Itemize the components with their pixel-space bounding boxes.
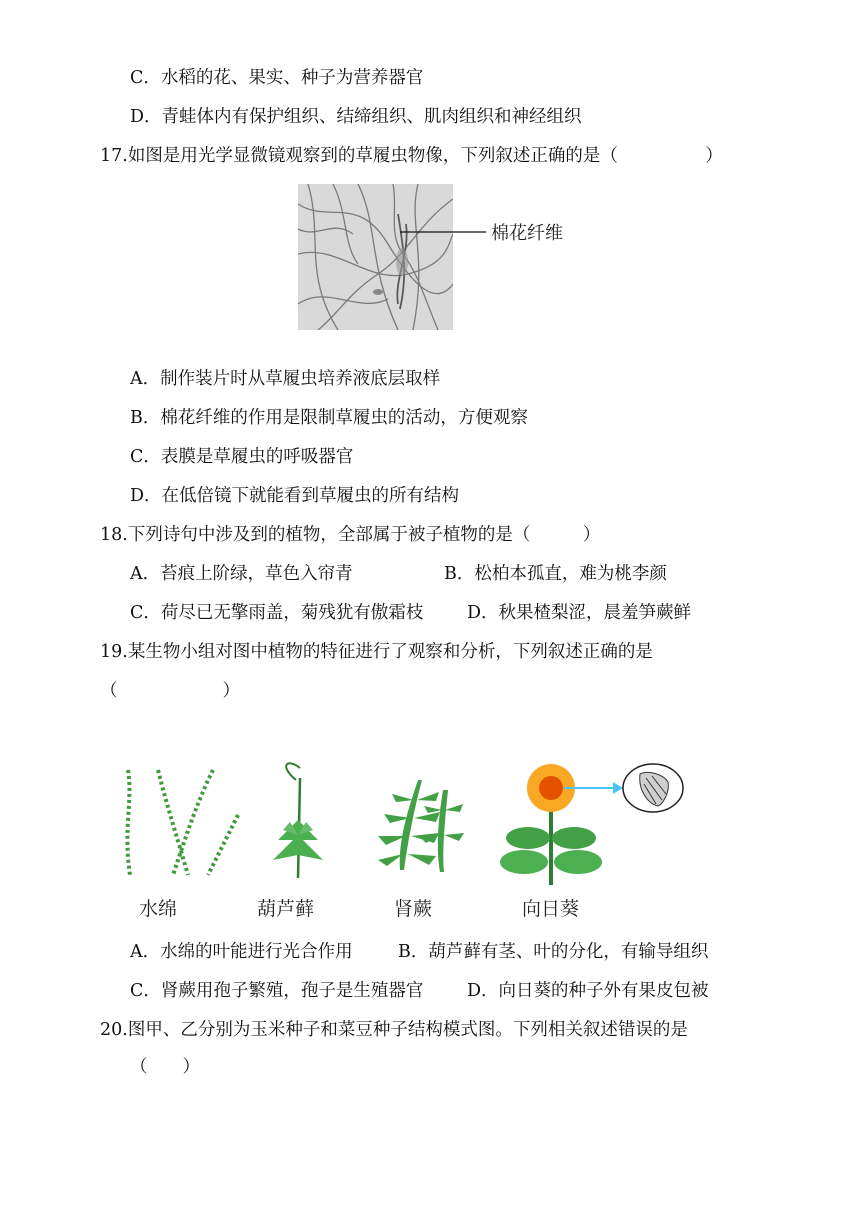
q17-stem: 17.如图是用光学显微镜观察到的草履虫物像，下列叙述正确的是（ ）	[100, 146, 723, 166]
fern-label: 肾蕨	[394, 898, 433, 920]
label-pointer-line	[400, 224, 490, 240]
q19-blank: （ ）	[100, 681, 240, 701]
spirogyra-label: 水绵	[139, 898, 178, 920]
cotton-fiber-label: 棉花纤维	[491, 223, 563, 244]
q16-option-d: D．青蛙体内有保护组织、结缔组织、肌肉组织和神经组织	[130, 107, 582, 127]
q18-option-d: D．秋果楂梨涩，晨羞笋蕨鲜	[467, 603, 692, 623]
q19-option-a: A．水绵的叶能进行光合作用	[130, 942, 353, 962]
q18-option-a: A．苔痕上阶绿，草色入帘青	[130, 564, 353, 584]
q19-stem: 19.某生物小组对图中植物的特征进行了观察和分析，下列叙述正确的是	[100, 642, 653, 662]
q17-option-c: C．表膜是草履虫的呼吸器官	[130, 447, 354, 467]
spirogyra-icon	[127, 770, 238, 875]
sunflower-label: 向日葵	[522, 898, 580, 920]
q19-option-b: B．葫芦藓有茎、叶的分化，有输导组织	[398, 942, 709, 962]
sunflower-icon	[500, 764, 623, 885]
q19-option-d: D．向日葵的种子外有果皮包被	[467, 981, 709, 1001]
q19-option-c: C．肾蕨用孢子繁殖，孢子是生殖器官	[130, 981, 424, 1001]
q20-stem: 20.图甲、乙分别为玉米种子和菜豆种子结构模式图。下列相关叙述错误的是	[100, 1020, 688, 1040]
sunflower-seed-icon	[623, 764, 683, 812]
q20-blank: （ ）	[130, 1057, 200, 1077]
micrograph-image	[298, 184, 453, 330]
moss-icon	[273, 763, 323, 878]
fern-icon	[378, 780, 464, 872]
q16-option-c: C．水稻的花、果实、种子为营养器官	[130, 68, 424, 88]
q17-option-d: D．在低倍镜下就能看到草履虫的所有结构	[130, 486, 460, 506]
q17-option-a: A．制作装片时从草履虫培养液底层取样	[130, 369, 441, 389]
q18-option-b: B．松柏本孤直，难为桃李颜	[444, 564, 667, 584]
moss-label: 葫芦藓	[257, 898, 315, 920]
q18-option-c: C．荷尽已无擎雨盖，菊残犹有傲霜枝	[130, 603, 424, 623]
plants-figure	[118, 760, 698, 890]
q18-stem: 18.下列诗句中涉及到的植物，全部属于被子植物的是（ ）	[100, 525, 601, 545]
q17-option-b: B．棉花纤维的作用是限制草履虫的活动，方便观察	[130, 408, 528, 428]
paramecium-micrograph	[298, 184, 453, 330]
